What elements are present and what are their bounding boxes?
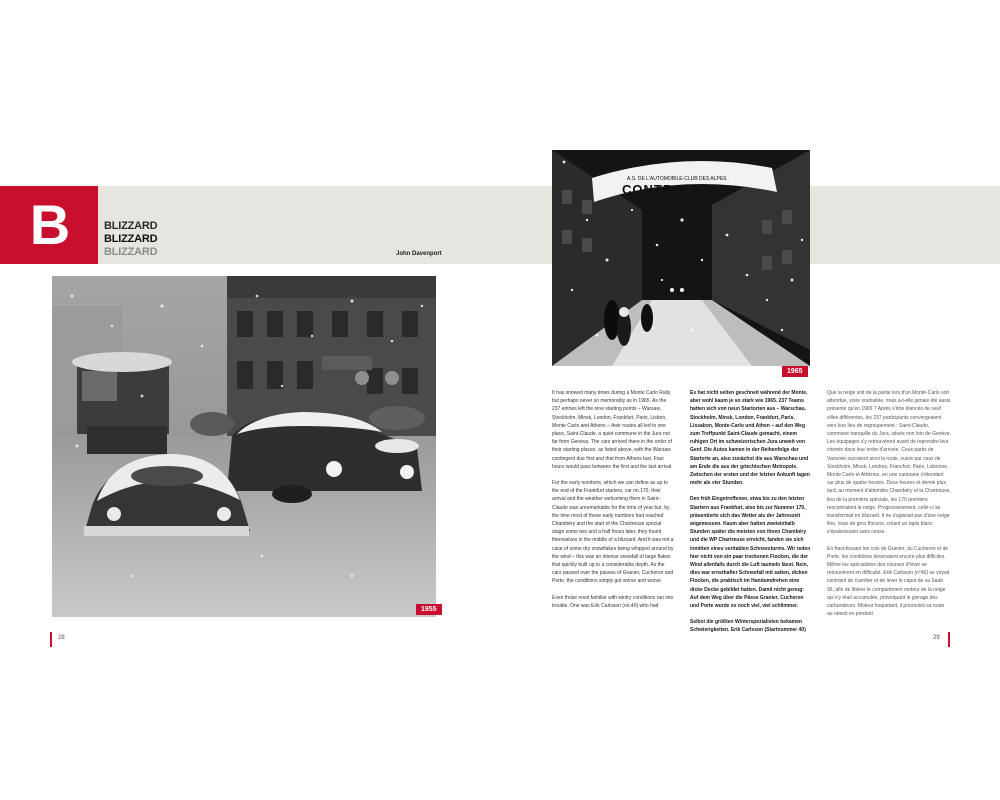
english-paragraph: Even those most familiar with wintry conditions ran into trouble. One was Erik Carlsson (no.40) who had: [552, 594, 674, 609]
english-paragraph: For the early numbers, which we can define as up to the end of the Frankfurt starters, car no.170, their arrival and the weather welcoming them in Saint-Claude was unremarkable for the time of year but, by the time most of these early numbers had reached Chambéry and the start of the Chartreuse special stage some two and a half hours later, they found themselves in the middle of a blizzard. And it was not a case of some dry snowflakes being whipped around by the wind – this was an intense snowfall of large flakes that quickly built up to a considerable depth. As the cars passed over the passes of Granier, Cucheron and Porte, the conditions simply got worse and worse.: [552, 480, 674, 585]
english-paragraph: It has snowed many times during a Monte Carlo Rally but perhaps never so memorably as in 1965. As the 237 entries left the nine starting points – Warsaw, Stockholm, Minsk, London, Frankfurt, Paris, Lisbon, Monte Carlo and Athens – their routes all led to one place, Saint-Claude, a quiet commune in the Jura not far from Geneva. The cars arrived there in the order of their starting places, as listed above, with the Warsaw contingent due first and that from Athens last. Four hours would pass between the first and the last arrival.: [552, 390, 673, 470]
column-german: [690, 389, 812, 643]
sign-main-text: CONTROLE: [622, 182, 703, 197]
german-paragraph: Selbst die größten Winterspezialisten bekamen Schwierigkeiten. Erik Carlsson (Startnummer 40): [690, 619, 806, 634]
chapter-title-line-3: BLIZZARD: [104, 246, 158, 258]
french-paragraph: Que la neige soit de la partie lors d'un Monte-Carlo soit attendue, voire souhaitée, mais a-t-elle jamais été aussi présente qu'en 1965 ? Après s'être élancés de neuf villes différentes, les 237 participants convergeaient vers leur lieu de regroupement : Saint-Claude, commune tranquille du Jura, située non loin de Genève. Les équipages s'y retrouvèrent avant de reprendre leur chemin dans leur ordre d'arrivée. Ceux partis de Varsovie ouvraient ainsi la route, suivis par ceux de Stockholm, Minsk, Londres, Francfort, Paris, Lisbonne, Monte Carlo et Athènes, en une caravane s'étendant sur plus de quatre heures. Deux heures et demie plus tard, au moment d'atteindre Chambéry et la Chartreuse, lieu de la première spéciale, les 170 premiers rencontraient la neige. Progressivement, celle-ci se transformait en blizzard. Il ne s'agissait pas d'une neige fine, mais de gros flocons, créant un tapis blanc s'épaississant sans cesse.: [827, 390, 951, 536]
sign-top-text: A.S. DE L'AUTOMOBILE-CLUB DES ALPES: [627, 176, 727, 182]
photo-1955-illustration: [52, 276, 436, 617]
page-number-right: 29: [933, 635, 940, 641]
german-paragraph: Den früh Eingetroffenen, etwa bis zu den letzten Startern aus Frankfurt, also bis zur Nummer 170, präsentierte sich das Wetter als der Jahreszeit angemessen. Kaum aber hatten zweieinhalb Stunden später die meisten von ihnen Chambéry und die WP Chartreuse erreicht, fanden sie sich inmitten eines veritablen Schneesturms. Wir reden hier nicht von ein paar trockenen Flocken, die der Wind allenfalls durch die Luft taumeln lässt. Nein, dies war ernsthafter Schneefall mit satten, dicken Flocken, die praktisch im Handumdrehen eine dicke Decke gebildet hatten. Damit nicht genug: Auf dem Weg über die Pässe Granier, Cucheron und Porte wurde es noch viel, viel schlimmer.: [690, 496, 811, 610]
page-marker-right: [948, 632, 950, 647]
author-name: John Davenport: [396, 251, 442, 257]
photo-1955-snow-cars: [52, 276, 436, 617]
page-number-left: 28: [58, 635, 65, 641]
column-english: [552, 389, 674, 618]
chapter-title-line-1: BLIZZARD: [104, 220, 158, 232]
year-badge-1955: 1955: [416, 604, 442, 615]
chapter-title-line-2: BLIZZARD: [104, 233, 158, 245]
year-badge-1965: 1965: [782, 366, 808, 377]
photo-1965-illustration: [552, 150, 810, 366]
german-paragraph: Es hat nicht selten geschneit während der Monte, aber wohl kaum je so stark wie 1965. 237 Teams hatten sich von neun Startorten aus – Warschau, Stockholm, Minsk, London, Frankfurt, Paris, Lissabon, Monte-Carlo und Athen – auf den Weg zum Treffpunkt Saint-Claude gemacht, einem ruhigen Ort im schweizerischen Jura unweit von Genf. Die Autos kamen in der Reihenfolge der Startorte an, also zunächst die aus Warschau und am Ende die aus der griechischen Metropole. Zwischen der ersten und der letzten Ankunft lagen mehr als vier Stunden.: [690, 390, 810, 487]
chapter-letter: B: [29, 193, 69, 256]
french-paragraph: En franchissant les cols de Granier, du Cucheron et de Porte, les conditions devenaient encore plus difficiles. Même les spécialistes des courses d'hiver se retrouvèrent en difficulté. Erik Carlsson (n°40) se voyait contraint de s'arrêter et de lever le capot de sa Saab 96, afin de libérer le compartiment moteur de la neige qui s'y était accumulée, provoquant le givrage des carburateurs. Moteur hoquetant, il poursuivit sa route au ralenti en perdant: [827, 545, 950, 618]
photo-1965-controle: [552, 150, 810, 366]
column-french: [827, 389, 951, 626]
page-marker-left: [50, 632, 52, 647]
